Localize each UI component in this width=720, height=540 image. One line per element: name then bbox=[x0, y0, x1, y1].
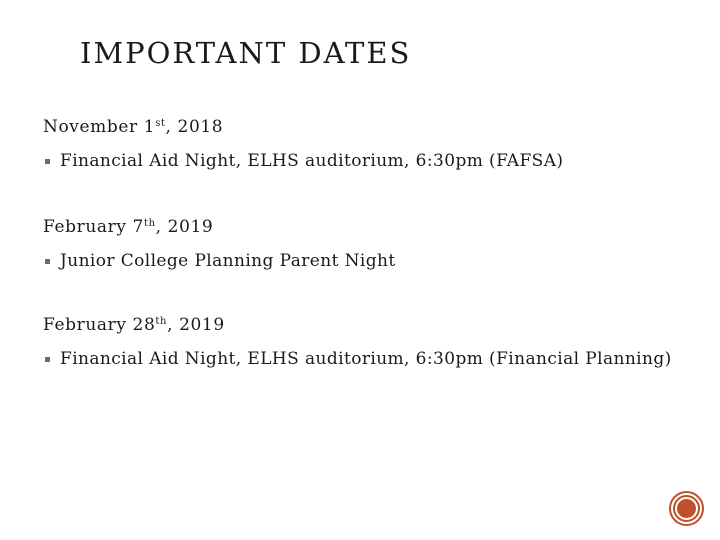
square-bullet-icon bbox=[45, 259, 50, 264]
list-item-text: Financial Aid Night, ELHS auditorium, 6:30pm (FAFSA) bbox=[60, 151, 564, 171]
slide-content bbox=[43, 114, 703, 372]
slide-title: IMPORTANT DATES bbox=[80, 36, 412, 70]
date-ordinal: th bbox=[155, 316, 168, 327]
list-item bbox=[43, 248, 703, 274]
list-item bbox=[43, 346, 703, 372]
date-group bbox=[43, 312, 703, 372]
list-item bbox=[43, 148, 703, 174]
date-main: February 7 bbox=[43, 217, 144, 237]
date-group bbox=[43, 214, 703, 274]
date-ordinal: st bbox=[155, 118, 166, 129]
date-main: November 1 bbox=[43, 117, 156, 137]
date-group bbox=[43, 114, 703, 174]
date-heading bbox=[43, 114, 703, 140]
date-heading bbox=[43, 312, 703, 338]
date-main: February 28 bbox=[43, 315, 156, 335]
square-bullet-icon bbox=[45, 159, 50, 164]
list-item-text: Junior College Planning Parent Night bbox=[60, 251, 396, 271]
list-item-text: Financial Aid Night, ELHS auditorium, 6:30pm (Financial Planning) bbox=[60, 349, 672, 369]
square-bullet-icon bbox=[45, 357, 50, 362]
date-year: , 2019 bbox=[155, 217, 214, 237]
slide-nav-button[interactable] bbox=[669, 491, 704, 526]
circle-button-icon bbox=[673, 495, 700, 522]
date-heading bbox=[43, 214, 703, 240]
date-ordinal: th bbox=[143, 218, 156, 229]
date-year: , 2018 bbox=[165, 117, 224, 137]
circle-button-core bbox=[677, 499, 696, 518]
date-year: , 2019 bbox=[167, 315, 225, 335]
